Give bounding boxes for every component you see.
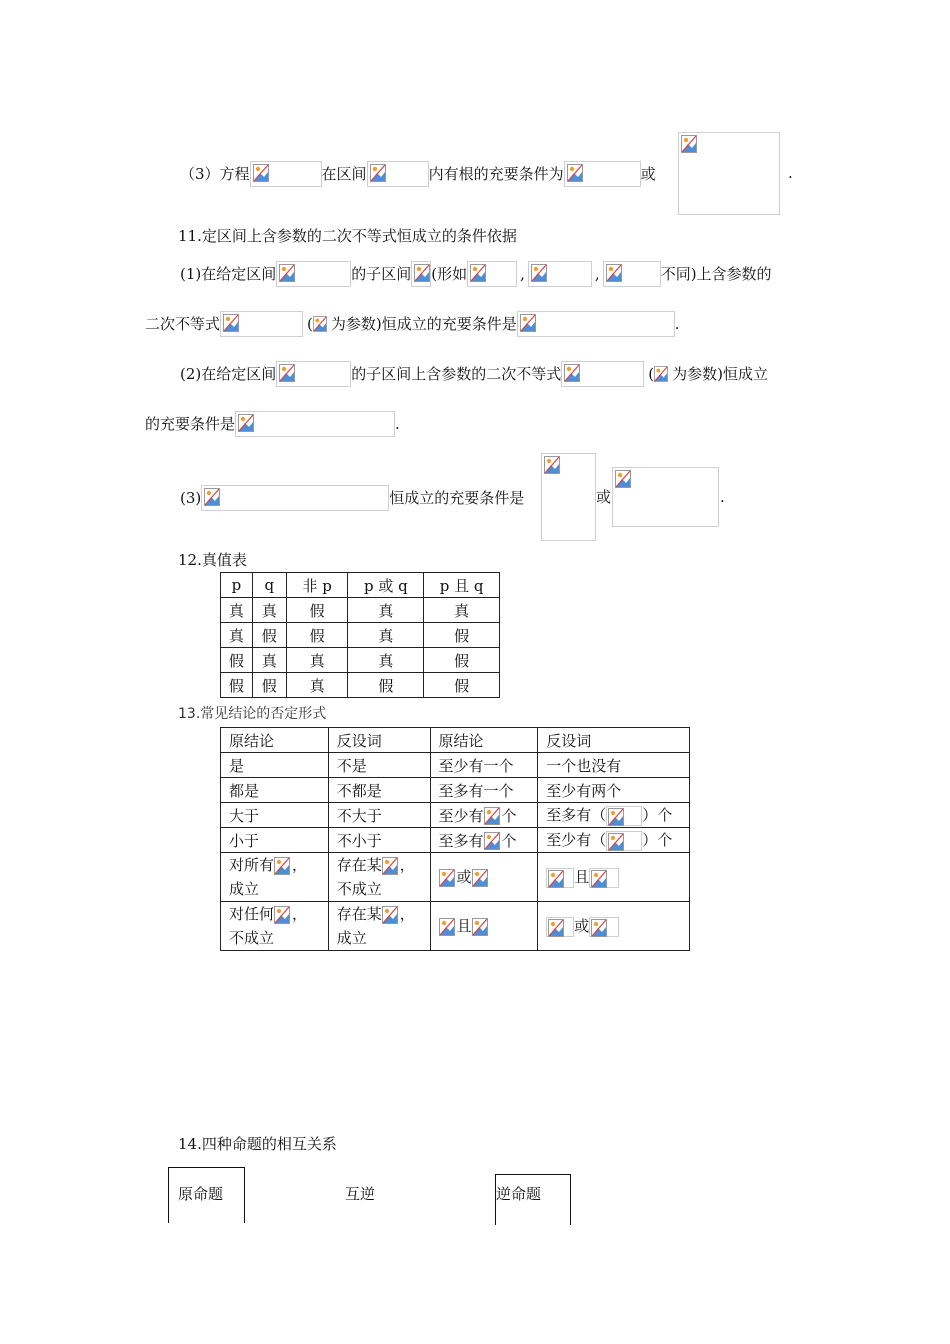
s11-p1-mid: 的子区间 [351,265,412,283]
cell-text: 个 [501,806,517,825]
s11-p3-mid: 恒成立的充要条件是 [389,489,525,507]
broken-image-icon [606,264,622,282]
table-cell: 真 [424,598,500,623]
x-icon-placeholder [274,906,292,924]
cell-text: 成立 [336,929,367,947]
table-cell [328,853,430,902]
table-cell: 一个也没有 [538,753,690,778]
broken-image-icon [382,906,398,924]
cell-text: 不成立 [336,880,382,898]
cell-text: 且 [456,917,472,935]
cell-text: 至多有 [438,831,484,850]
negation-table [220,727,690,951]
broken-image-icon [238,414,254,432]
cell-text: 或 [456,868,472,886]
table-row [221,623,500,648]
cell-text: 至少有 [438,806,484,825]
s3-label: （3）方程 [180,165,250,183]
interval-form-image-placeholder [603,261,661,287]
expr-image-placeholder [606,831,642,851]
cell-text: 对任何 [229,905,275,923]
not-q-image-placeholder [589,917,619,937]
broken-image-icon [204,488,220,506]
table-cell [538,853,690,902]
cell-text: ， [399,905,415,923]
broken-image-icon [608,808,624,826]
paren-open: ( [307,315,313,333]
broken-image-icon [223,314,239,332]
table-cell: 假 [221,673,253,698]
table-cell: 真 [286,673,348,698]
broken-image-icon [615,470,631,488]
comma: , [594,265,600,283]
table-cell: 假 [286,598,348,623]
table-cell: 至少有两个 [538,778,690,803]
relation-label: 互逆 [345,1185,376,1203]
broken-image-icon [472,869,488,887]
table-cell [430,828,538,853]
s11-p2-start: (2)在给定区间 [180,365,277,383]
cell-text: ， [292,856,308,874]
x-icon-placeholder [382,906,400,924]
param-icon-placeholder [654,365,672,383]
condition-image-placeholder-wide [612,467,719,527]
section-12-title: 12.真值表 [178,551,247,569]
cell-text: 至多有（ [546,806,607,825]
table-cell: 假 [286,623,348,648]
original-proposition-label: 原命题 [178,1185,224,1203]
table-cell [538,902,690,951]
s11-p2b-end: . [395,415,400,433]
broken-image-icon [548,919,564,937]
table-cell: 至多有一个 [430,778,538,803]
s11-p1-start: (1)在给定区间 [180,265,277,283]
broken-image-icon [484,807,500,825]
header-cell: 原结论 [221,728,329,753]
broken-image-icon [564,364,580,382]
table-cell: 真 [348,648,424,673]
table-row [221,673,500,698]
s11-p3-or: 或 [596,488,612,506]
s11-p1-line [180,260,772,286]
table-cell: 都是 [221,778,329,803]
table-header-row [221,728,690,753]
truth-table [220,572,500,698]
cell-text: 存在某 [336,905,382,923]
section-3-line [180,160,656,186]
table-cell: 不是 [328,753,430,778]
table-header-row [221,573,500,598]
converse-proposition-label: 逆命题 [496,1185,542,1203]
s3-mid1: 在区间 [321,165,367,183]
subinterval-image-placeholder [411,261,431,287]
table-cell: 真 [252,648,286,673]
cell-text: ， [399,856,415,874]
condition-image-placeholder-tall [541,453,596,541]
table-cell: 不大于 [328,803,430,828]
table-cell: 真 [221,598,253,623]
table-cell: 真 [286,648,348,673]
formula-image-placeholder [250,161,322,187]
table-row [221,598,500,623]
p-icon-placeholder [439,869,457,887]
table-row [221,648,500,673]
interval-form-image-placeholder [528,261,592,287]
broken-image-icon [274,906,290,924]
table-cell: 假 [252,673,286,698]
n-icon-placeholder [484,832,502,850]
broken-image-icon [544,456,560,474]
cell-text: 存在某 [336,856,382,874]
table-cell [328,902,430,951]
broken-image-icon [279,364,295,382]
n-icon-placeholder [484,807,502,825]
broken-image-icon [470,264,486,282]
cell-text: ）个 [642,831,673,850]
broken-image-icon [654,365,668,383]
cell-text: ， [292,905,308,923]
cell-text: 且 [574,868,590,886]
not-p-image-placeholder [546,917,574,937]
header-cell: p 或 q [348,573,424,598]
table-cell: 假 [252,623,286,648]
header-cell: p 且 q [424,573,500,598]
x-icon-placeholder [382,857,400,875]
broken-image-icon [591,919,607,937]
cell-text: 对所有 [229,856,275,874]
table-cell [538,803,690,828]
condition-image-placeholder [564,161,641,187]
inequality-image-placeholder [201,485,389,511]
table-cell [221,902,329,951]
broken-image-icon [520,314,536,332]
table-row [221,853,690,902]
table-cell: 假 [424,623,500,648]
condition-image-placeholder-large [678,132,780,215]
table-cell: 大于 [221,803,329,828]
s11-p3-end: . [720,488,725,506]
table-cell [430,853,538,902]
broken-image-icon [439,869,455,887]
s3-end: . [788,164,793,182]
s11-p2b-start: 的充要条件是 [145,415,236,433]
condition-image-placeholder [517,311,675,337]
inequality-image-placeholder [220,311,303,337]
broken-image-icon [253,164,269,182]
table-cell [538,828,690,853]
broken-image-icon [439,918,455,936]
table-row [221,828,690,853]
broken-image-icon [591,870,607,888]
table-cell: 小于 [221,828,329,853]
table-cell: 真 [252,598,286,623]
table-cell: 真 [348,598,424,623]
expr-image-placeholder [606,806,642,826]
section-14-title: 14.四种命题的相互关系 [178,1135,337,1153]
table-cell [430,803,538,828]
comma: , [520,265,525,283]
header-cell: 非 p [286,573,348,598]
broken-image-icon [567,164,583,182]
q-icon-placeholder [472,869,490,887]
cell-text: 或 [574,917,590,935]
broken-image-icon [382,857,398,875]
cell-text: 至少有（ [546,831,607,850]
broken-image-icon [531,264,547,282]
header-cell: p [221,573,253,598]
interval-form-image-placeholder [467,261,517,287]
table-cell: 真 [221,623,253,648]
header-cell: 原结论 [430,728,538,753]
s11-p2-line [180,360,768,386]
table-cell: 至少有一个 [430,753,538,778]
table-row [221,778,690,803]
broken-image-icon [274,857,290,875]
interval-image-placeholder [276,261,351,287]
broken-image-icon [681,135,697,153]
cell-text: 不成立 [229,929,275,947]
s11-p2-param: 为参数)恒成立 [672,365,768,383]
header-cell: 反设词 [328,728,430,753]
s3-mid2: 内有根的充要条件为 [428,165,564,183]
table-cell: 是 [221,753,329,778]
interval-image-placeholder [367,161,429,187]
table-row [221,753,690,778]
table-cell: 不都是 [328,778,430,803]
s11-p1b-param: 为参数)恒成立的充要条件是 [330,315,517,333]
s11-p1-end: 不同)上含参数的 [660,265,772,283]
table-cell: 不小于 [328,828,430,853]
s11-p1b-line [145,310,680,336]
broken-image-icon [370,164,386,182]
p-icon-placeholder [439,918,457,936]
s11-p3-start: (3) [180,489,202,507]
broken-image-icon [548,870,564,888]
s11-p1b-start: 二次不等式 [145,315,221,333]
table-cell: 真 [348,623,424,648]
s11-p2-mid: 的子区间上含参数的二次不等式 [351,365,562,383]
table-row [221,902,690,951]
condition-image-placeholder [235,411,395,437]
broken-image-icon [484,832,500,850]
table-row [221,803,690,828]
table-cell: 假 [424,648,500,673]
broken-image-icon [472,918,488,936]
broken-image-icon [608,833,624,851]
cell-text: 成立 [229,880,260,898]
broken-image-icon [414,264,430,282]
cell-text: ）个 [642,806,673,825]
broken-image-icon [313,315,327,333]
section-13-title: 13.常见结论的否定形式 [178,706,327,722]
section-11-title: 11.定区间上含参数的二次不等式恒成立的条件依据 [178,227,517,245]
table-cell: 假 [348,673,424,698]
paren-open: ( [648,365,655,383]
not-p-image-placeholder [546,868,574,888]
not-q-image-placeholder [589,868,619,888]
cell-text: 个 [501,831,517,850]
s11-p1-shape: (形如 [431,265,468,283]
x-icon-placeholder [274,857,292,875]
header-cell: 反设词 [538,728,690,753]
broken-image-icon [279,264,295,282]
s11-p1b-end: . [674,315,680,333]
table-cell: 假 [424,673,500,698]
s3-or: 或 [640,165,656,183]
inequality-image-placeholder [561,361,644,387]
interval-image-placeholder [276,361,351,387]
q-icon-placeholder [472,918,490,936]
table-cell: 假 [221,648,253,673]
s11-p2b-line [145,410,400,436]
table-cell [221,853,329,902]
s11-p3-line [180,484,524,510]
param-icon-placeholder [313,315,331,333]
table-cell [430,902,538,951]
header-cell: q [252,573,286,598]
